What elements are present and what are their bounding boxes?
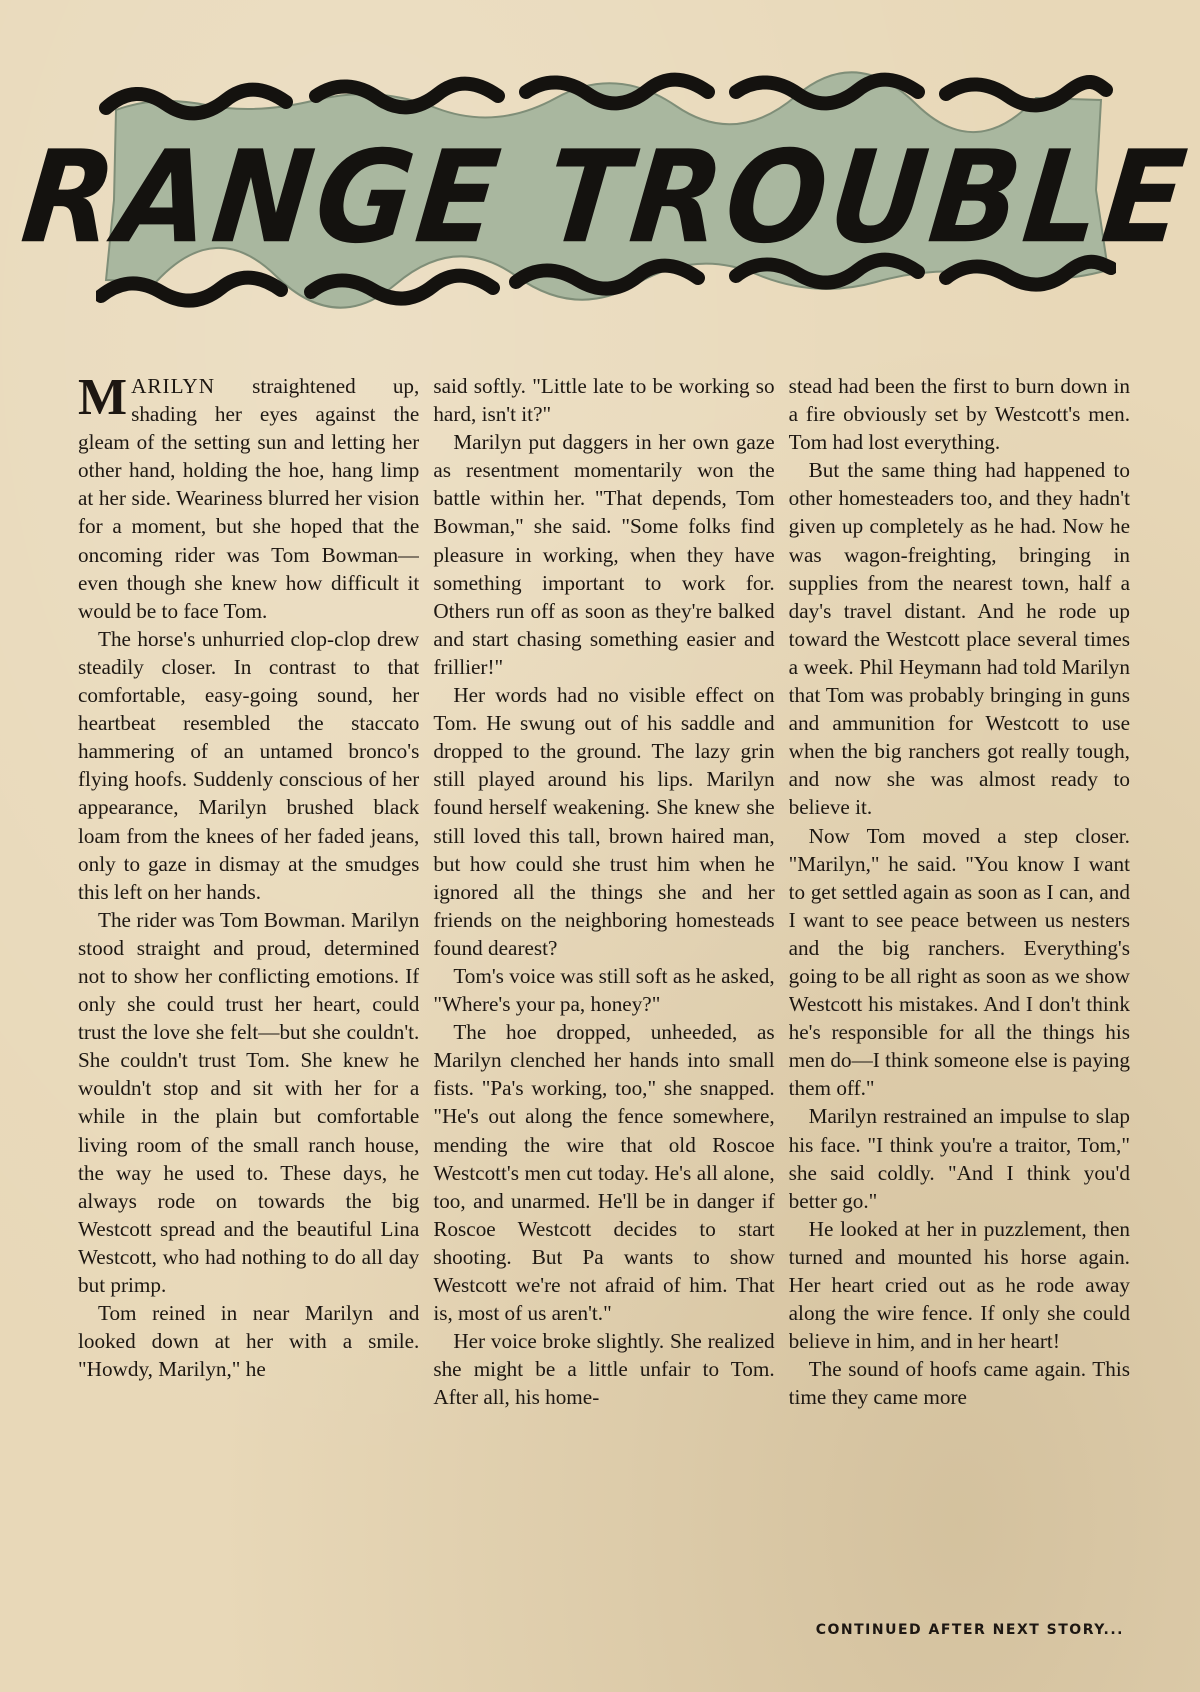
paragraph: said softly. "Little late to be working so hard, isn't it?" bbox=[433, 374, 775, 427]
paragraph: The hoe dropped, unheeded, as Marilyn clenched her hands into small fists. "Pa's working, too," she snapped. "He's out along the fence somewhere, mending the wire that old Roscoe Westcott's men cut today. He's all alone, too, and unarmed. He'll be in danger if Roscoe Westcott decides to start shooting. But Pa wants to show Westcott we're not afraid of him. That is, most of us aren't." bbox=[433, 1020, 775, 1326]
paragraph: The sound of hoofs came again. This time they came more bbox=[788, 1357, 1130, 1410]
squiggle bbox=[101, 278, 281, 301]
title-banner bbox=[15, 70, 1197, 320]
paragraph-text: straightened up, shading her eyes against the gleam of the setting sun and letting her other hand, holding the hoe, hang limp at her side. Weariness blurred her vision for a moment, but she hoped that the oncoming rider was Tom Bowman—even though she knew how difficult it would be to face Tom. bbox=[78, 374, 420, 623]
paragraph: The horse's unhurried clop-clop drew steadily closer. In contrast to that comfortable, easy-going sound, her heartbeat resembled the staccato hammering of an untamed bronco's flying hoofs. Suddenly conscious of her appearance, Marilyn brushed black loam from the knees of her faded jeans, only to gaze in dismay at the smudges this left on her hands. bbox=[78, 626, 420, 904]
paragraph: Tom's voice was still soft as he asked, "Where's your pa, honey?" bbox=[433, 963, 775, 1017]
column-3 bbox=[789, 372, 1130, 1614]
story-title: RANGE TROUBLE bbox=[15, 122, 1197, 272]
paragraph bbox=[78, 372, 419, 625]
continued-note: CONTINUED AFTER NEXT STORY... bbox=[815, 1622, 1124, 1638]
column-2 bbox=[433, 372, 774, 1614]
paragraph: stead had been the first to burn down in a fire obviously set by Westcott's men. Tom had lost everything. bbox=[788, 374, 1130, 455]
drop-cap: M bbox=[78, 372, 128, 426]
paragraph: Her words had no visible effect on Tom. He swung out of his saddle and dropped to the ground. The lazy grin still played around his lips. Marilyn found herself weakening. She knew she still loved this tall, brown haired man, but how could she trust him when he ignored all the things she and her friends on the neighboring homesteads found dearest? bbox=[433, 683, 775, 960]
paragraph: Now Tom moved a step closer. "Marilyn," he said. "You know I want to get settled again as soon as I can, and I want to see peace between us nesters and the big ranchers. Everything's going to be all right as soon as we show Westcott his mistakes. And I don't think he's responsible for all the things his men do—I think someone else is paying them off." bbox=[788, 823, 1130, 1101]
paragraph: But the same thing had happened to other homesteaders too, and they hadn't given up completely as he had. Now he was wagon-freighting, bringing in supplies from the nearest town, half a day's travel distant. And he rode up toward the Westcott place several times a week. Phil Heymann had told Marilyn that Tom was probably bringing in guns and ammunition for Westcott to use when the big ranchers got really tough, and now she was almost ready to believe it. bbox=[788, 458, 1130, 820]
paragraph: Tom reined in near Marilyn and looked down at her with a smile. "Howdy, Marilyn," he bbox=[78, 1301, 420, 1382]
story-columns bbox=[78, 372, 1130, 1614]
column-1 bbox=[78, 372, 419, 1614]
paragraph: He looked at her in puzzlement, then turned and mounted his horse again. Her heart cried out as he rode away along the wire fence. If only she could believe in him, and in her heart! bbox=[788, 1216, 1130, 1354]
lead-in: ARILYN bbox=[131, 374, 216, 398]
paragraph: Her voice broke slightly. She realized she might be a little unfair to Tom. After all, his home- bbox=[433, 1329, 775, 1410]
paragraph: Marilyn put daggers in her own gaze as resentment momentarily won the battle within her. "That depends, Tom Bowman," she said. "Some folks find pleasure in working, when they have something important to work for. Others run off as soon as they're balked and start chasing something easier and frillier!" bbox=[433, 430, 775, 679]
paragraph: Marilyn restrained an impulse to slap his face. "I think you're a traitor, Tom," she said coldly. "And I think you'd better go." bbox=[788, 1104, 1130, 1213]
paragraph: The rider was Tom Bowman. Marilyn stood straight and proud, determined not to show her conflicting emotions. If only she could trust her heart, could trust the love she felt—but she couldn't. She couldn't trust Tom. She knew he wouldn't stop and sit with her for a while in the plain but comfortable living room of the small ranch house, the way he used to. These days, he always rode on towards the big Westcott spread and the beautiful Lina Westcott, who had nothing to do all day but primp. bbox=[78, 907, 420, 1297]
